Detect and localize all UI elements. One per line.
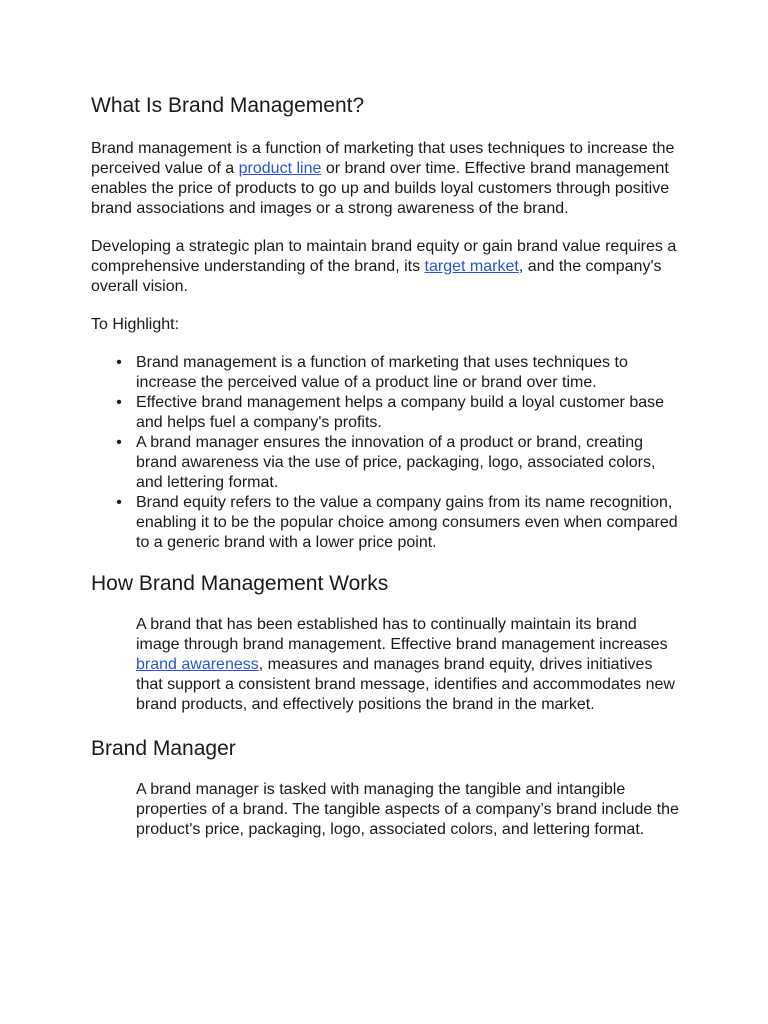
brand-awareness-link[interactable]: brand awareness — [136, 656, 259, 673]
target-market-link[interactable]: target market — [424, 258, 519, 275]
bullet-icon: • — [116, 394, 122, 411]
bullet-icon: • — [116, 494, 122, 511]
intro-paragraph — [91, 139, 681, 219]
heading-how-brand-management-works: How Brand Management Works — [91, 572, 389, 595]
list-item — [116, 393, 681, 433]
works-text-end: , measures and manages brand equity, drives initiatives that support a consistent brand message, identifies and accommodates new brand products, and effectively positions the brand in the market. — [136, 656, 675, 713]
intro-text-end: or brand over time. Effective brand management enables the price of products to go up and builds loyal customers through positive brand associations and images or a strong awareness of the brand. — [91, 160, 670, 217]
works-paragraph — [136, 615, 681, 715]
heading-what-is-brand-management: What Is Brand Management? — [91, 94, 365, 117]
heading-brand-manager: Brand Manager — [91, 737, 236, 760]
list-item — [116, 433, 681, 493]
list-item — [116, 353, 681, 393]
list-item-text: Effective brand management helps a company build a loyal customer base and helps fuel a company's profits. — [136, 394, 665, 431]
highlights-list — [91, 353, 681, 553]
product-line-link[interactable]: product line — [238, 160, 322, 177]
strategy-text-start: Developing a strategic plan to maintain brand equity or gain brand value requires a comprehensive understanding of the brand, its — [91, 238, 677, 275]
works-text-start: A brand that has been established has to continually maintain its brand image through brand management. Effective brand management increases — [136, 616, 668, 653]
intro-text-start: Brand management is a function of marketing that uses techniques to increase the perceived value of a — [91, 140, 675, 177]
list-item-text: A brand manager ensures the innovation of a product or brand, creating brand awareness via the use of price, packaging, logo, associated colors, and lettering format. — [136, 434, 656, 491]
list-item — [116, 493, 681, 553]
list-item-text: Brand management is a function of marketing that uses techniques to increase the perceived value of a product line or brand over time. — [136, 354, 628, 391]
article — [91, 90, 681, 840]
bullet-icon: • — [116, 434, 122, 451]
highlight-label: To Highlight: — [91, 316, 180, 333]
list-item-text: Brand equity refers to the value a company gains from its name recognition, enabling it to be the popular choice among consumers even when compared to a generic brand with a lower price point. — [136, 494, 678, 551]
manager-paragraph: A brand manager is tasked with managing the tangible and intangible properties of a brand. The tangible aspects of a company’s brand include the product's price, packaging, logo, associated colors, and lettering format. — [136, 781, 679, 838]
bullet-icon: • — [116, 354, 122, 371]
strategy-paragraph — [91, 237, 681, 297]
strategy-text-end: , and the company's overall vision. — [91, 258, 662, 295]
